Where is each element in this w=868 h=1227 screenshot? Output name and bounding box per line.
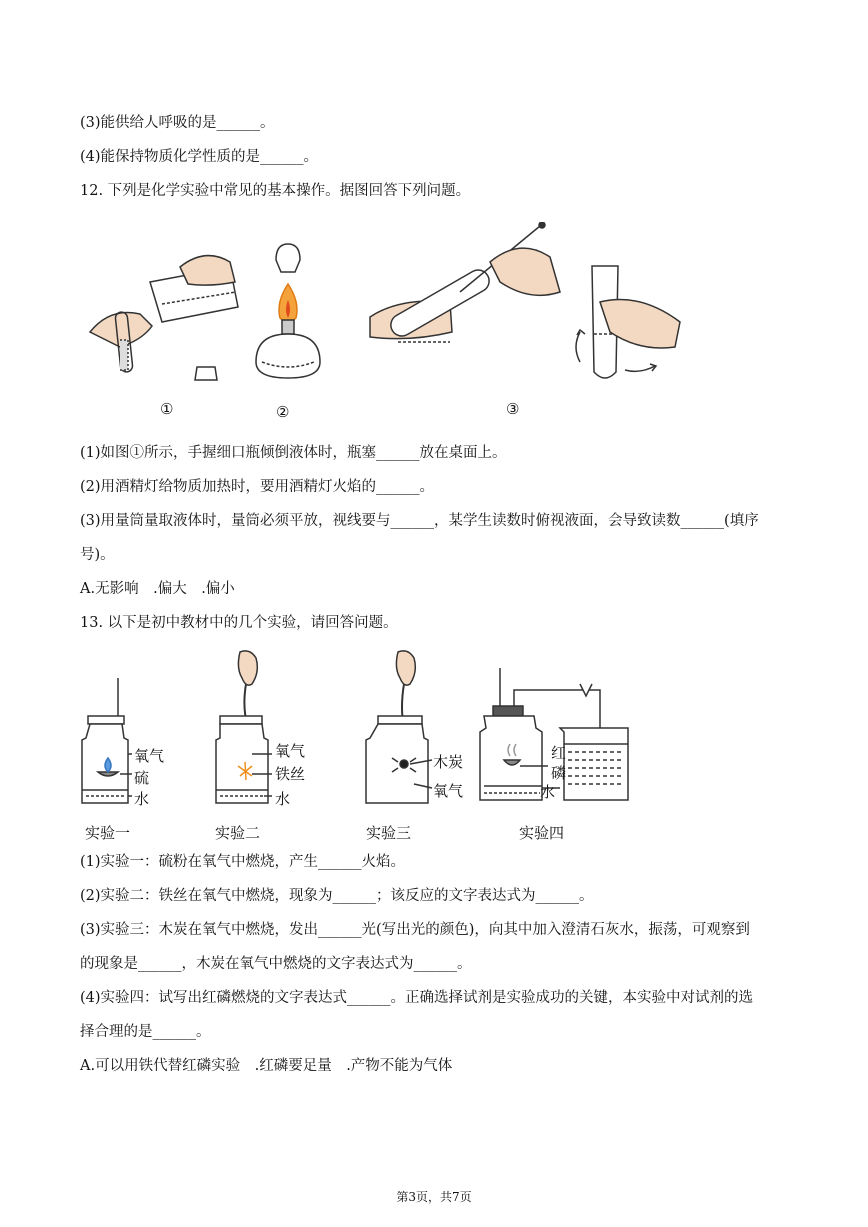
q12-figure-label-1: ① bbox=[160, 400, 174, 418]
exp1-caption: 实验一 bbox=[85, 824, 131, 842]
page-footer: 第3页，共7页 bbox=[396, 1190, 472, 1204]
q13-stem: 13. 以下是初中教材中的几个实验，请回答问题。 bbox=[80, 615, 398, 631]
q12-sub1: (1)如图①所示，手握细口瓶倾倒液体时，瓶塞______放在桌面上。 bbox=[80, 445, 507, 461]
q13-sub3-line1: (3)实验三：木炭在氧气中燃烧，发出______光(写出光的颜色)，向其中加入澄清石灰水，振荡，可观察到 bbox=[80, 922, 750, 938]
q12-figure bbox=[80, 222, 720, 422]
exp1-label-sulfur: 硫 bbox=[134, 769, 150, 787]
experiment-3-apparatus bbox=[366, 651, 432, 803]
pouring-liquid-illustration bbox=[90, 256, 238, 380]
q13-sub2: (2)实验二：铁丝在氧气中燃烧，现象为______；该反应的文字表达式为______。 bbox=[80, 888, 594, 904]
test-tube-operation-illustration bbox=[370, 222, 560, 342]
q12-figure-label-2: ② bbox=[276, 403, 290, 421]
q12-stem: 12. 下列是化学实验中常见的基本操作。据图回答下列问题。 bbox=[80, 183, 471, 199]
q13-options: A.可以用铁代替红磷实验 .红磷要足量 .产物不能为气体 bbox=[80, 1058, 453, 1074]
exp3-caption: 实验三 bbox=[366, 824, 412, 842]
q13-sub4-line2: 择合理的是______。 bbox=[80, 1024, 211, 1040]
q13-sub3-line2: 的现象是______，木炭在氧气中燃烧的文字表达式为______。 bbox=[80, 956, 472, 972]
q12-figure-label-3: ③ bbox=[506, 400, 520, 418]
q12-sub2: (2)用酒精灯给物质加热时，要用酒精灯火焰的______。 bbox=[80, 479, 435, 495]
q13-sub4-line1: (4)实验四：试写出红磷燃烧的文字表达式______。正确选择试剂是实验成功的关键，本实验中对试剂的选 bbox=[80, 990, 754, 1006]
q12-sub3-line2: 号)。 bbox=[80, 547, 115, 563]
q13-figure bbox=[80, 648, 680, 808]
exp4-label-red: 红 bbox=[551, 744, 567, 762]
exp3-label-oxygen: 氧气 bbox=[433, 782, 464, 800]
exp2-label-water: 水 bbox=[275, 790, 291, 808]
experiment-2-apparatus bbox=[216, 651, 272, 803]
experiment-1-apparatus bbox=[82, 678, 132, 803]
q12-sub3-line1: (3)用量筒量取液体时，量筒必须平放，视线要与______，某学生读数时俯视液面，会导致读数______(填序 bbox=[80, 513, 759, 529]
exp3-label-charcoal: 木炭 bbox=[433, 753, 464, 771]
exp1-label-oxygen: 氧气 bbox=[134, 747, 165, 765]
exp1-label-water: 水 bbox=[134, 790, 150, 808]
exp4-label-water: 水 bbox=[540, 783, 556, 801]
exp4-label-phosphorus: 磷 bbox=[551, 764, 567, 782]
q13-sub1: (1)实验一：硫粉在氧气中燃烧，产生______火焰。 bbox=[80, 854, 406, 870]
exp2-label-oxygen: 氧气 bbox=[275, 742, 306, 760]
exp4-caption: 实验四 bbox=[519, 824, 565, 842]
exp2-caption: 实验二 bbox=[215, 824, 261, 842]
q11-item3: (3)能供给人呼吸的是______。 bbox=[80, 115, 275, 131]
exp2-label-iron-wire: 铁丝 bbox=[275, 765, 306, 783]
q11-item4: (4)能保持物质化学性质的是______。 bbox=[80, 149, 319, 165]
q12-options: A.无影响 .偏大 .偏小 bbox=[80, 581, 235, 597]
shaking-test-tube-illustration bbox=[576, 266, 680, 378]
alcohol-lamp-illustration bbox=[256, 244, 320, 378]
